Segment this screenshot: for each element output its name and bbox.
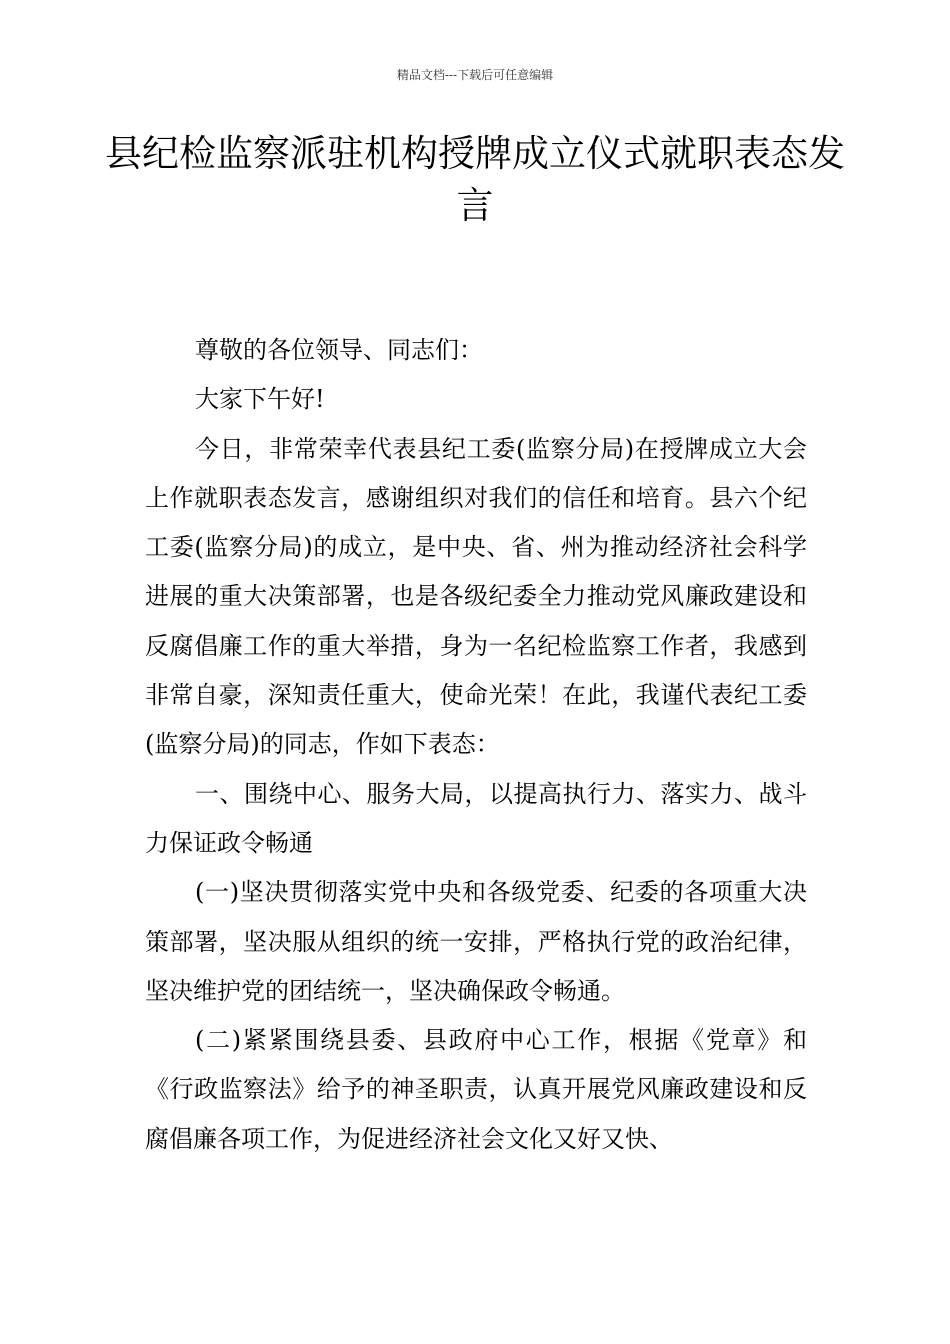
paragraph-section-heading: 一、围绕中心、服务大局，以提高执行力、落实力、战斗力保证政令畅通 — [145, 779, 807, 857]
paragraph-item-1: (一)坚决贯彻落实党中央和各级党委、纪委的各项重大决策部署，坚决服从组织的统一安排，严格执行党的政治纪律，坚决维护党的团结统一，坚决确保政令畅通。 — [145, 878, 807, 1005]
header-note: 精品文档---下载后可任意编辑 — [396, 68, 554, 82]
document-body — [145, 326, 807, 1164]
paragraph-salutation: 尊敬的各位领导、同志们： — [195, 336, 483, 364]
document-title: 县纪检监察派驻机构授牌成立仪式就职表态发言 — [105, 132, 845, 227]
paragraph-intro: 今日，非常荣幸代表县纪工委(监察分局)在授牌成立大会上作就职表态发言，感谢组织对我们的信任和培育。县六个纪工委(监察分局)的成立，是中央、省、州为推动经济社会科学进展的重大决策部署，也是各级纪委全力推动党风廉政建设和反腐倡廉工作的重大举措，身为一名纪检监察工作者，我感到非常自豪，深知责任重大，使命光荣！在此，我谨代表纪工委(监察分局)的同志，作如下表态： — [145, 434, 807, 759]
paragraph-item-2: (二)紧紧围绕县委、县政府中心工作，根据《党章》和《行政监察法》给予的神圣职责，认真开展党风廉政建设和反腐倡廉各项工作，为促进经济社会文化又好又快、 — [145, 1026, 807, 1153]
paragraph-greeting: 大家下午好! — [195, 385, 325, 414]
